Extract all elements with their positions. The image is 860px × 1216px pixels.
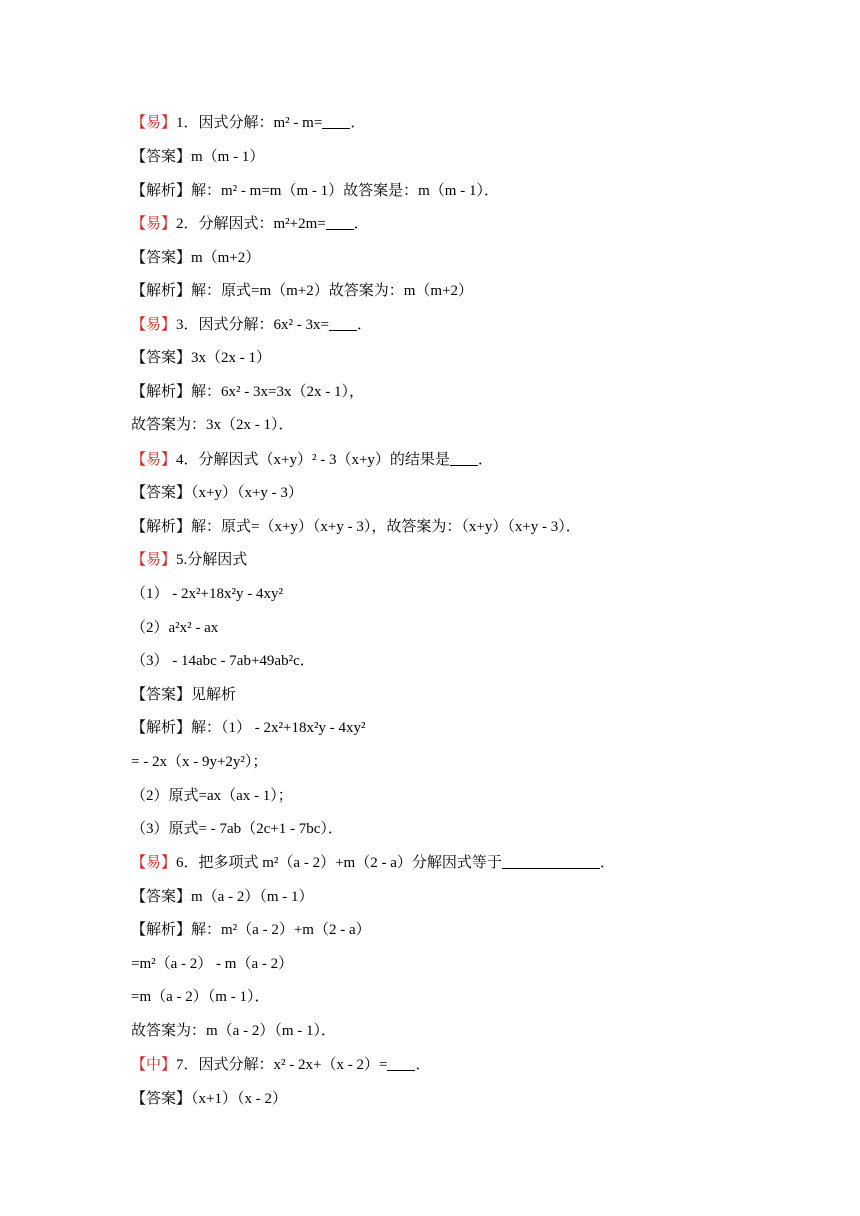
analysis-line: 【解析】解：6x² ‑ 3x=3x（2x ‑ 1）， xyxy=(131,384,364,400)
answer-line: 【答案】m（a ‑ 2）（m ‑ 1） xyxy=(131,889,314,905)
difficulty-tag: 【易】 xyxy=(131,216,177,232)
answer-blank xyxy=(387,1055,415,1071)
question-end: ． xyxy=(356,317,372,333)
answer-line: 【答案】见解析 xyxy=(131,687,237,703)
analysis-step: =m（a ‑ 2）（m ‑ 1）． xyxy=(131,989,270,1005)
subquestion-1: （1） ‑ 2x²+18x²y ‑ 4xy² xyxy=(131,586,283,602)
analysis-line: 【解析】解：原式=m（m+2）故答案为：m（m+2） xyxy=(131,283,474,299)
difficulty-tag: 【中】 xyxy=(131,1057,177,1073)
analysis-line: 【解析】解：（1） ‑ 2x²+18x²y ‑ 4xy² xyxy=(131,720,366,736)
analysis-line: 【解析】解：m²（a ‑ 2）+m（2 ‑ a） xyxy=(131,922,371,938)
question-stem: 3．因式分解：6x² ‑ 3x= xyxy=(176,317,329,333)
answer-line: 【答案】（x+y）（x+y ‑ 3） xyxy=(131,485,303,501)
question-stem: 7．因式分解：x² ‑ 2x+（x ‑ 2）= xyxy=(176,1057,388,1073)
question-end: ． xyxy=(599,855,615,871)
answer-line: 【答案】（x+1）（x ‑ 2） xyxy=(131,1091,287,1107)
answer-line: 【答案】m（m+2） xyxy=(131,250,261,266)
question-1 xyxy=(131,112,365,134)
answer-blank xyxy=(502,853,600,869)
question-stem: 4．分解因式（x+y）² ‑ 3（x+y）的结果是 xyxy=(176,452,450,468)
analysis-line: 【解析】解：m² ‑ m=m（m ‑ 1）故答案是：m（m ‑ 1）． xyxy=(131,183,499,199)
analysis-line: 【解析】解：原式=（x+y）（x+y ‑ 3），故答案为：（x+y）（x+y ‑ 3）． xyxy=(131,519,581,535)
difficulty-tag: 【易】 xyxy=(131,552,177,568)
question-7 xyxy=(131,1054,430,1076)
answer-line: 【答案】m（m ‑ 1） xyxy=(131,149,265,165)
conclusion-line: 故答案为：m（a ‑ 2）（m ‑ 1）． xyxy=(131,1023,336,1039)
question-5 xyxy=(131,549,247,571)
question-end: ． xyxy=(353,216,369,232)
question-stem: 5.分解因式 xyxy=(176,552,248,568)
question-stem: 1．因式分解：m² ‑ m= xyxy=(176,115,323,131)
analysis-step: =m²（a ‑ 2） ‑ m（a ‑ 2） xyxy=(131,956,294,972)
question-stem: 2．分解因式：m²+2m= xyxy=(176,216,326,232)
difficulty-tag: 【易】 xyxy=(131,855,177,871)
answer-blank xyxy=(329,315,357,331)
question-2 xyxy=(131,213,369,235)
subquestion-3: （3） ‑ 14abc ‑ 7ab+49ab²c． xyxy=(131,653,315,669)
question-end: ． xyxy=(477,452,493,468)
answer-line: 【答案】3x（2x ‑ 1） xyxy=(131,350,271,366)
question-4 xyxy=(131,449,493,471)
analysis-step: = ‑ 2x（x ‑ 9y+2y²）； xyxy=(131,754,268,770)
answer-blank xyxy=(450,450,478,466)
question-3 xyxy=(131,314,372,336)
difficulty-tag: 【易】 xyxy=(131,317,177,333)
answer-blank xyxy=(322,113,350,129)
question-end: ． xyxy=(350,115,366,131)
subquestion-2: （2）a²x² ‑ ax xyxy=(131,620,219,636)
difficulty-tag: 【易】 xyxy=(131,452,177,468)
conclusion-line: 故答案为：3x（2x ‑ 1）． xyxy=(131,417,294,433)
analysis-step: （2）原式=ax（ax ‑ 1）； xyxy=(131,788,293,804)
difficulty-tag: 【易】 xyxy=(131,115,177,131)
answer-blank xyxy=(326,214,354,230)
question-end: ． xyxy=(415,1057,431,1073)
question-stem: 6．把多项式 m²（a ‑ 2）+m（2 ‑ a）分解因式等于 xyxy=(176,855,502,871)
question-6 xyxy=(131,852,615,874)
analysis-step: （3）原式= ‑ 7ab（2c+1 ‑ 7bc）． xyxy=(131,821,343,837)
